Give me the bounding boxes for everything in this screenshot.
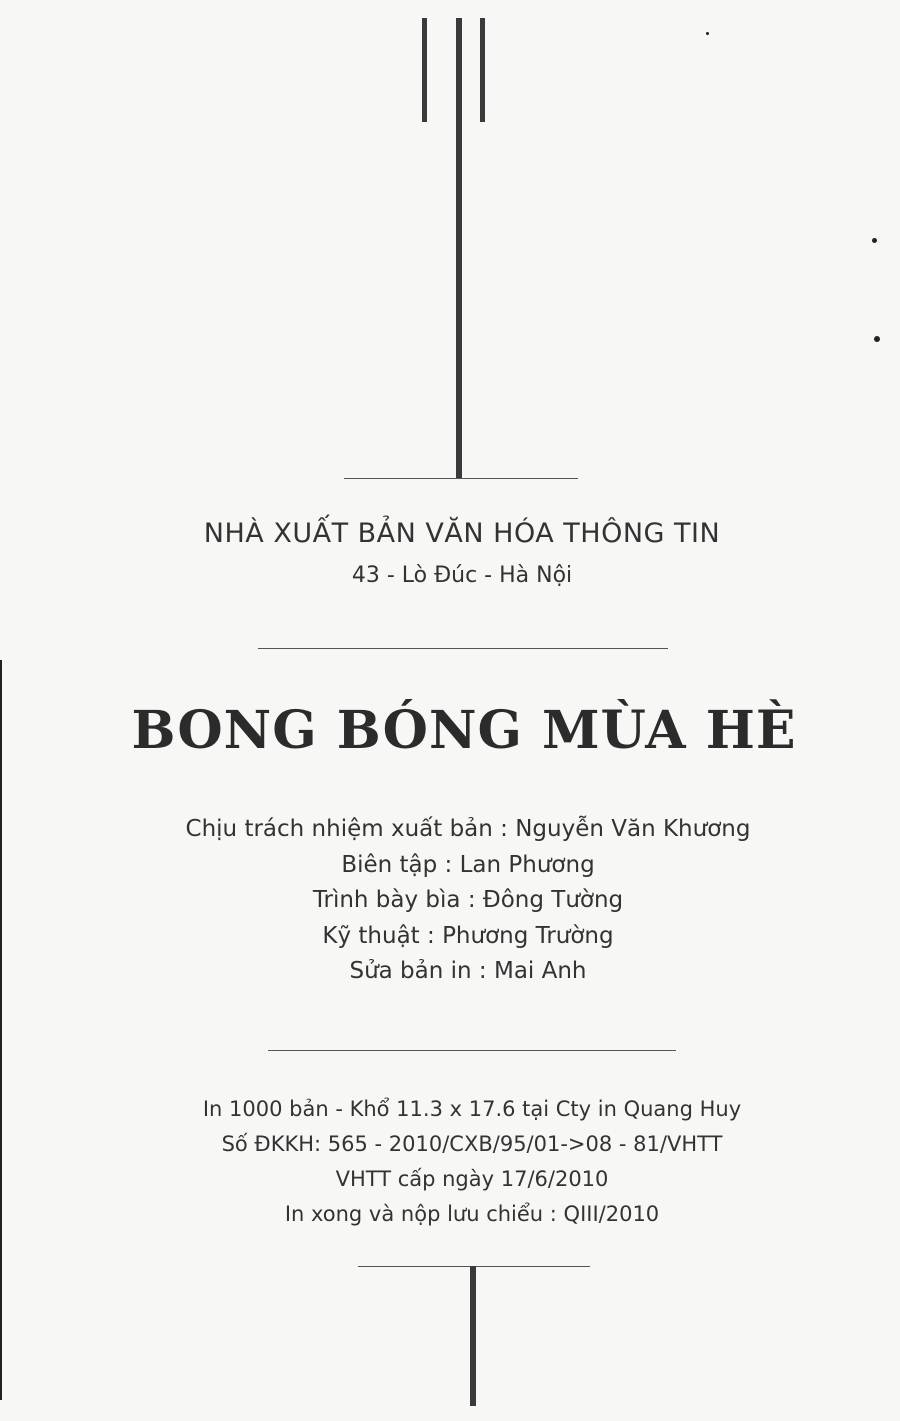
speck: [706, 32, 709, 35]
top-rule: [344, 478, 578, 479]
credit-label: Kỹ thuật: [322, 922, 420, 949]
credit-value: Phương Trường: [442, 922, 614, 949]
license-date-line: VHTT cấp ngày 17/6/2010: [335, 1167, 609, 1191]
top-bar-left: [422, 18, 427, 122]
credit-line: Sửa bản in : Mai Anh: [349, 958, 587, 984]
scan-edge: [0, 660, 2, 1400]
print-info-block: [22, 1092, 900, 1232]
top-bar-center: [456, 18, 462, 478]
divider-2: [268, 1050, 676, 1051]
credit-line: Trình bày bìa : Đông Tường: [312, 887, 624, 913]
registration-line: Số ĐKKH: 565 - 2010/CXB/95/01->08 - 81/VHTT: [221, 1132, 723, 1156]
credit-label: Biên tập: [341, 851, 438, 878]
credit-value: Lan Phương: [459, 851, 595, 878]
credit-value: Đông Tường: [482, 887, 624, 913]
speck: [874, 336, 880, 342]
credits-block: [18, 812, 900, 990]
publisher-address: 43 - Lò Đúc - Hà Nội: [351, 563, 573, 588]
print-run-line: In 1000 bản - Khổ 11.3 x 17.6 tại Cty in Quang Huy: [202, 1097, 742, 1121]
credit-value: Mai Anh: [493, 958, 587, 984]
credit-line: Kỹ thuật : Phương Trường: [322, 922, 614, 949]
credit-line: Biên tập : Lan Phương: [341, 851, 595, 878]
credit-label: Trình bày bìa: [312, 887, 461, 913]
book-title: BONG BÓNG MÙA HÈ: [131, 700, 797, 761]
bottom-bar: [470, 1266, 476, 1406]
credit-value: Nguyễn Văn Khương: [515, 816, 751, 842]
credit-label: Sửa bản in: [349, 958, 472, 984]
top-bar-right: [480, 18, 485, 122]
publisher-name: NHÀ XUẤT BẢN VĂN HÓA THÔNG TIN: [203, 518, 721, 549]
divider-1: [258, 648, 668, 649]
deposit-line: In xong và nộp lưu chiểu : QIII/2010: [284, 1202, 660, 1226]
credit-label: Chịu trách nhiệm xuất bản: [185, 816, 493, 842]
credit-line: Chịu trách nhiệm xuất bản : Nguyễn Văn Khương: [185, 816, 751, 842]
speck: [872, 238, 877, 243]
